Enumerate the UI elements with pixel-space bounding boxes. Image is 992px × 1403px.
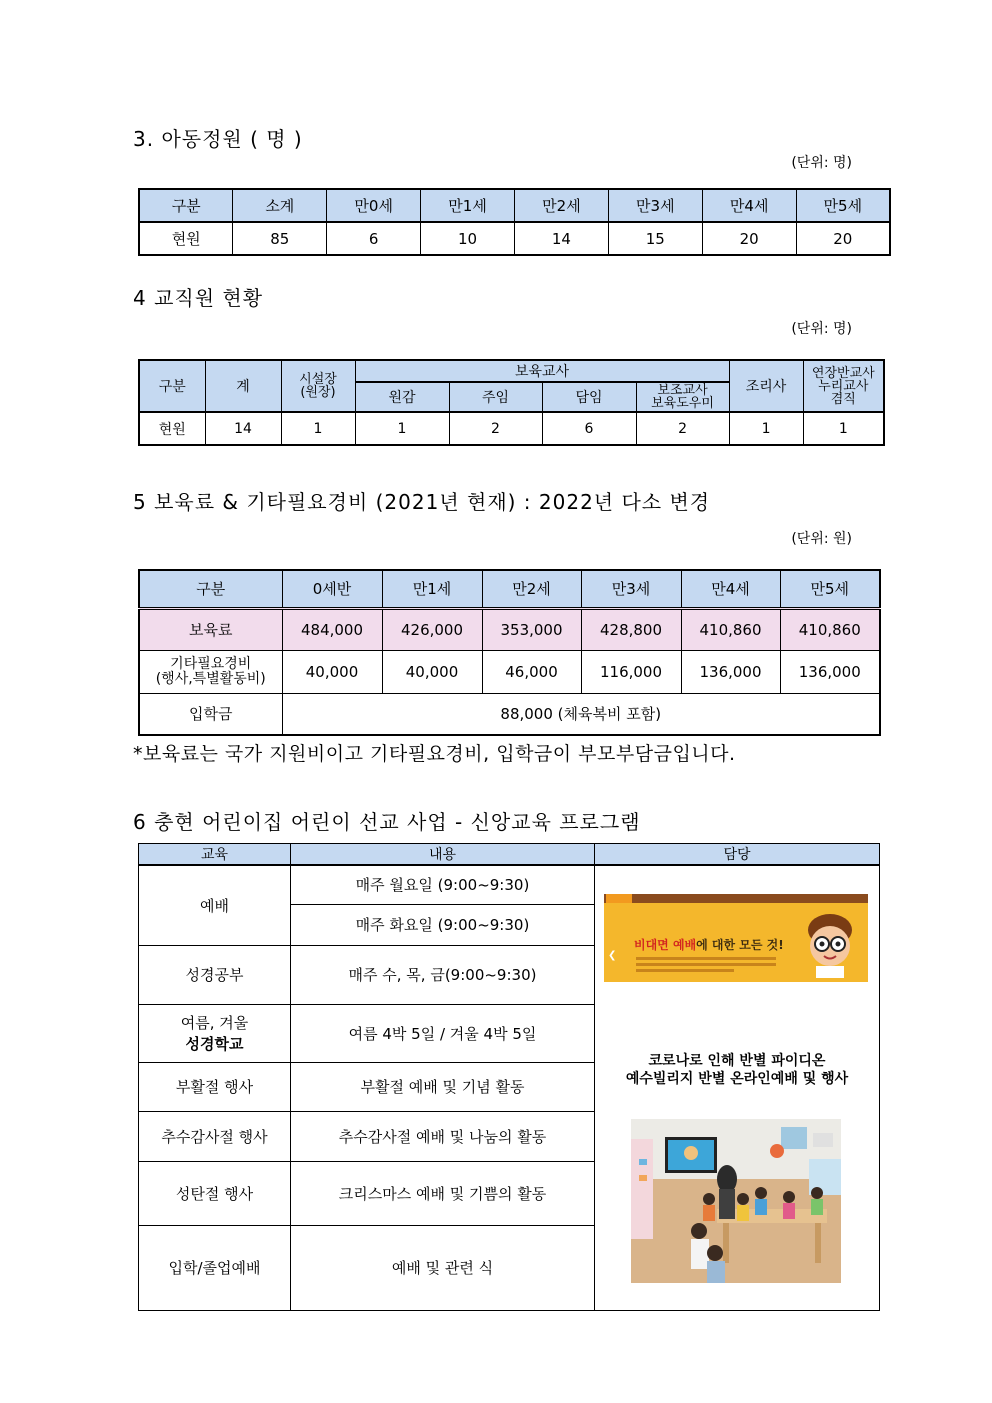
caption-line: 예수빌리지 반별 온라인예배 및 행사 <box>625 1071 849 1087</box>
table-cell: 보육료 <box>139 608 282 650</box>
header-cell-director <box>281 360 355 412</box>
table-row-entrance <box>139 693 880 735</box>
banner-title-dark: 에 대한 모든 것! <box>696 938 784 952</box>
table-cell: 현원 <box>139 412 205 445</box>
table-cell-label <box>139 650 282 693</box>
table-cell: 1 <box>729 412 803 445</box>
label-text: 성경학교 <box>185 1035 244 1053</box>
table-cell: 15 <box>608 222 702 255</box>
table-cell: 46,000 <box>482 650 581 693</box>
table-cell-label: 예배 <box>139 865 291 945</box>
header-cell: 원감 <box>355 382 449 412</box>
table-cell: 6 <box>327 222 421 255</box>
header-text: 시설장 <box>299 372 337 387</box>
table-row <box>139 222 890 255</box>
table-cell: 10 <box>421 222 515 255</box>
table-cell: 2 <box>636 412 729 445</box>
responsible-caption <box>595 1052 879 1088</box>
table-cell: 40,000 <box>382 650 482 693</box>
table-cell: 예배 및 관련 식 <box>291 1225 595 1310</box>
section3-heading: 3. 아동정원 ( 명 ) <box>133 127 303 151</box>
table-cell: 426,000 <box>382 608 482 650</box>
header-cell-assistant <box>636 382 729 412</box>
header-cell: 만4세 <box>681 570 780 608</box>
table-cell: 여름 4박 5일 / 겨울 4박 5일 <box>291 1004 595 1062</box>
header-text: 보육도우미 <box>651 396 714 411</box>
table-cell: 40,000 <box>282 650 382 693</box>
header-text: 겸직 <box>830 391 856 407</box>
table-cell-label: 추수감사절 행사 <box>139 1111 291 1161</box>
header-cell: 만4세 <box>702 189 796 222</box>
table-cell: 88,000 (체육복비 포함) <box>282 693 880 735</box>
table-cell: 1 <box>803 412 884 445</box>
header-cell: 주임 <box>449 382 542 412</box>
table-header-row <box>139 189 890 222</box>
capacity-table <box>138 188 891 256</box>
header-cell: 계 <box>205 360 281 412</box>
table-cell: 136,000 <box>780 650 880 693</box>
label-text: 여름, 겨울 <box>180 1014 249 1032</box>
table-row-other <box>139 650 880 693</box>
table-cell: 크리스마스 예배 및 기쁨의 활동 <box>291 1161 595 1225</box>
header-cell: 구분 <box>139 360 205 412</box>
table-cell-label: 성경공부 <box>139 945 291 1004</box>
table-cell-label: 입학/졸업예배 <box>139 1225 291 1310</box>
header-cell: 만0세 <box>327 189 421 222</box>
staff-table <box>138 359 885 446</box>
banner-logo <box>606 894 632 903</box>
table-row <box>139 865 880 904</box>
table-cell: 20 <box>702 222 796 255</box>
header-cell: 만3세 <box>581 570 681 608</box>
header-cell-extended <box>803 360 884 412</box>
table-cell: 1 <box>355 412 449 445</box>
header-cell: 만1세 <box>382 570 482 608</box>
table-cell: 136,000 <box>681 650 780 693</box>
table-cell-label: 성탄절 행사 <box>139 1161 291 1225</box>
table-row-fee <box>139 608 880 650</box>
header-cell: 만1세 <box>421 189 515 222</box>
chevron-left-icon: ❮ <box>608 950 617 961</box>
section4-heading: 4 교직원 현황 <box>133 286 264 310</box>
table-cell: 입학금 <box>139 693 282 735</box>
header-cell-teachers: 보육교사 <box>355 360 729 382</box>
program-table <box>138 843 880 1311</box>
table-cell: 410,860 <box>681 608 780 650</box>
header-cell: 만2세 <box>515 189 609 222</box>
table-cell: 매주 화요일 (9:00~9:30) <box>291 904 595 945</box>
table-cell: 116,000 <box>581 650 681 693</box>
table-cell: 14 <box>515 222 609 255</box>
fee-table <box>138 569 881 736</box>
header-cell: 구분 <box>139 189 233 222</box>
header-cell: 만2세 <box>482 570 581 608</box>
table-cell: 14 <box>205 412 281 445</box>
classroom-photo <box>631 1119 841 1283</box>
banner-title-red: 비대면 예배 <box>634 938 697 952</box>
label-text: (행사,특별활동비) <box>155 670 266 687</box>
table-cell: 85 <box>233 222 327 255</box>
table-cell: 484,000 <box>282 608 382 650</box>
table-header-row <box>139 844 880 866</box>
responsible-cell <box>595 865 880 1310</box>
header-cell: 소계 <box>233 189 327 222</box>
header-cell: 0세반 <box>282 570 382 608</box>
banner-title <box>634 936 784 953</box>
header-cell: 만5세 <box>796 189 890 222</box>
section6-heading: 6 충현 어린이집 어린이 선교 사업 - 신앙교육 프로그램 <box>133 810 641 834</box>
banner-nav-bar <box>604 894 868 903</box>
table-cell-label: 부활절 행사 <box>139 1062 291 1111</box>
table-cell-label <box>139 1004 291 1062</box>
online-worship-banner <box>604 894 868 982</box>
table-cell: 353,000 <box>482 608 581 650</box>
header-cell: 만3세 <box>608 189 702 222</box>
table-cell: 매주 수, 목, 금(9:00~9:30) <box>291 945 595 1004</box>
table-row <box>139 412 884 445</box>
section3-unit: (단위: 명) <box>791 155 852 171</box>
header-text: (원장) <box>300 385 336 400</box>
banner-text-lines <box>636 957 776 975</box>
header-cell: 조리사 <box>729 360 803 412</box>
classroom-photo-image <box>631 1119 841 1283</box>
table-cell: 20 <box>796 222 890 255</box>
table-cell: 부활절 예배 및 기념 활동 <box>291 1062 595 1111</box>
cartoon-boy-icon <box>802 908 858 978</box>
table-cell: 428,800 <box>581 608 681 650</box>
label-text: 기타필요경비 <box>170 655 252 672</box>
table-cell: 2 <box>449 412 542 445</box>
table-header-row <box>139 360 884 382</box>
header-cell: 구분 <box>139 570 282 608</box>
header-text: 누리교사 <box>818 378 869 394</box>
table-cell: 추수감사절 예배 및 나눔의 활동 <box>291 1111 595 1161</box>
header-cell: 교육 <box>139 844 291 866</box>
header-text: 연장반교사 <box>811 365 875 381</box>
section5-unit: (단위: 원) <box>791 531 852 547</box>
table-cell: 1 <box>281 412 355 445</box>
table-cell: 410,860 <box>780 608 880 650</box>
table-cell: 6 <box>542 412 636 445</box>
table-header-row <box>139 570 880 608</box>
header-cell: 담당 <box>595 844 880 866</box>
table-cell: 현원 <box>139 222 233 255</box>
caption-line: 코로나로 인해 반별 파이디온 <box>648 1053 826 1069</box>
header-cell: 만5세 <box>780 570 880 608</box>
fee-note: *보육료는 국가 지원비이고 기타필요경비, 입학금이 부모부담금입니다. <box>133 743 736 765</box>
section5-heading: 5 보육료 & 기타필요경비 (2021년 현재) : 2022년 다소 변경 <box>133 490 711 514</box>
header-text: 보조교사 <box>657 383 708 398</box>
header-cell: 내용 <box>291 844 595 866</box>
table-cell: 매주 월요일 (9:00~9:30) <box>291 865 595 904</box>
header-cell: 담임 <box>542 382 636 412</box>
section4-unit: (단위: 명) <box>791 321 852 337</box>
